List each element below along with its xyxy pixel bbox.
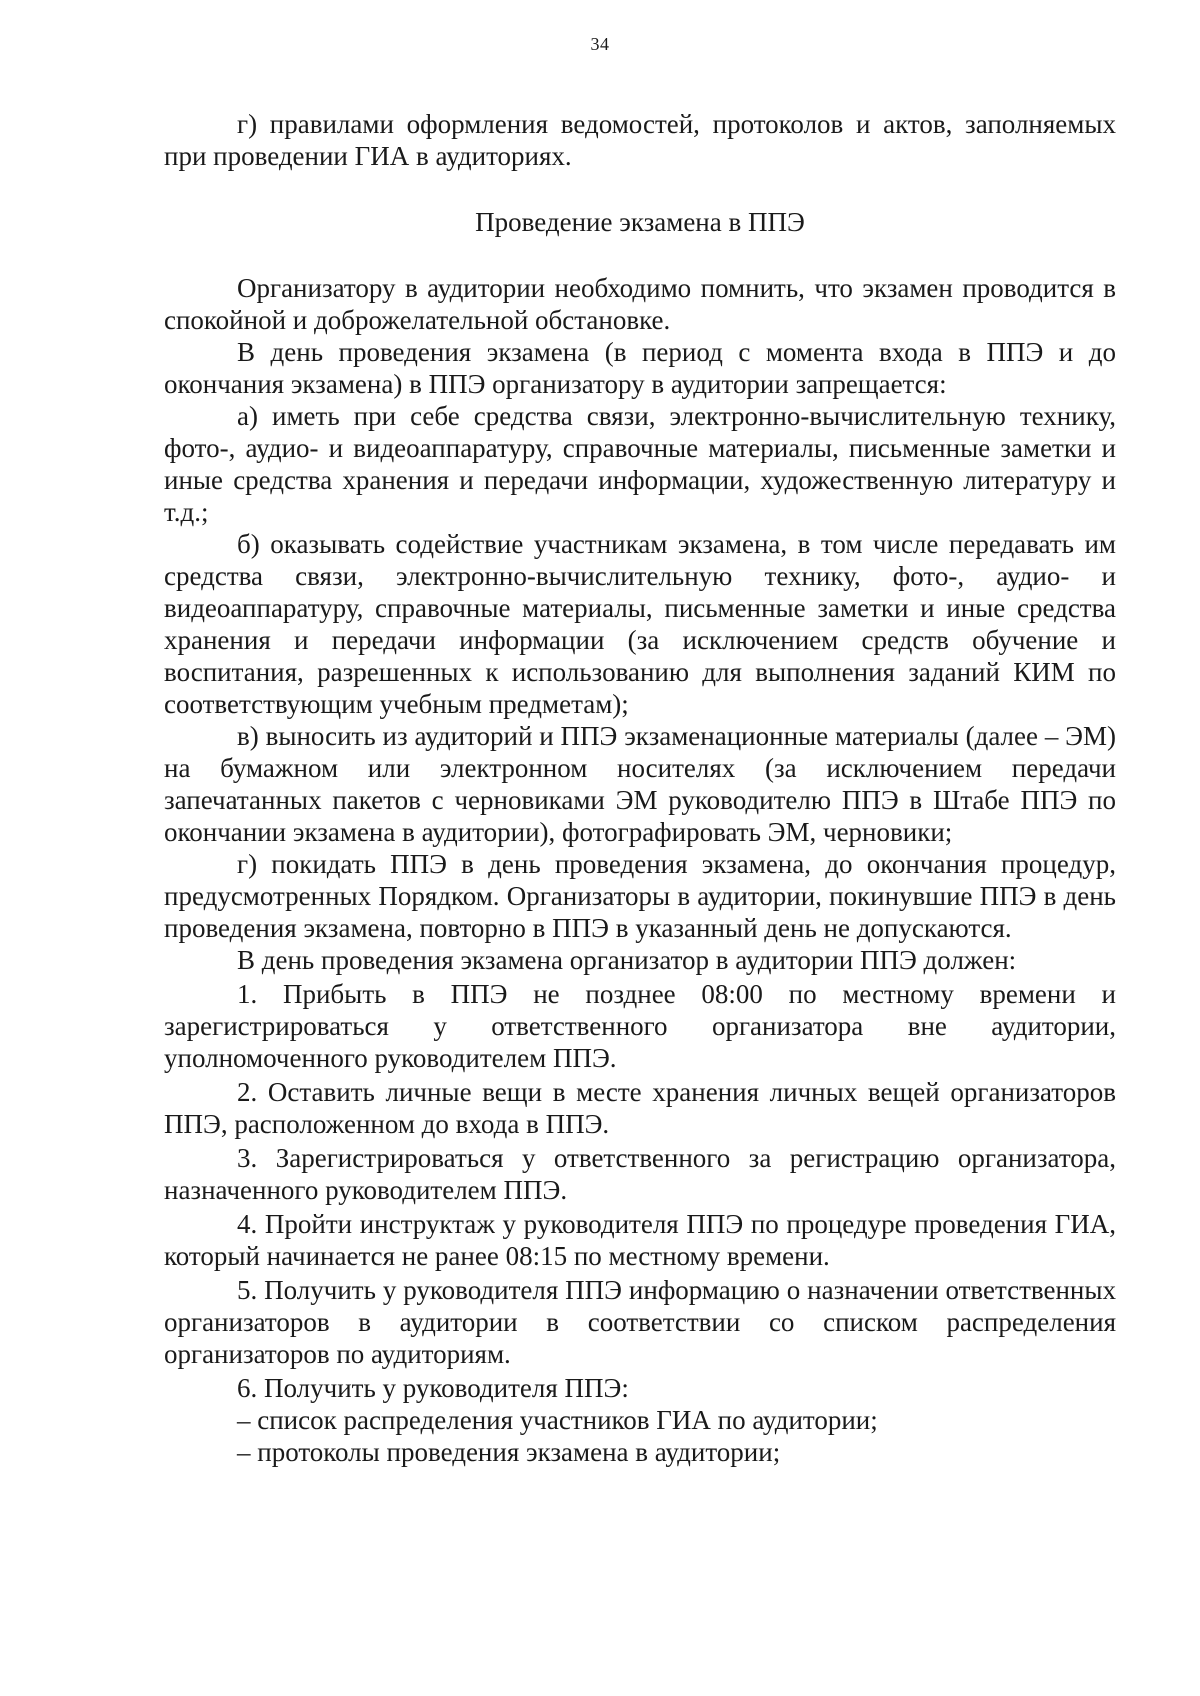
document-body	[164, 108, 1116, 1468]
paragraph: б) оказывать содействие участникам экзамена, в том числе передавать им средства связи, электронно-вычислительную технику, фото-, аудио- и видеоаппаратуру, справочные материалы, письменные заметки и иные средства хранения и передачи информации (за исключением средств обучение и воспитания, разрешенных к использованию для выполнения заданий КИМ по соответствующим учебным предметам);	[164, 529, 1116, 719]
paragraph: В день проведения экзамена организатор в аудитории ППЭ должен:	[237, 945, 1017, 975]
list-subitem: – список распределения участников ГИА по аудитории;	[237, 1405, 878, 1435]
paragraph: В день проведения экзамена (в период с момента входа в ППЭ и до окончания экзамена) в ППЭ организатору в аудитории запрещается:	[164, 337, 1116, 399]
paragraph: а) иметь при себе средства связи, электронно-вычислительную технику, фото-, аудио- и видеоаппаратуру, справочные материалы, письменные заметки и иные средства хранения и передачи информации, художественную литературу и т.д.;	[164, 401, 1116, 527]
paragraph: г) покидать ППЭ в день проведения экзамена, до окончания процедур, предусмотренных Порядком. Организаторы в аудитории, покинувшие ППЭ в день проведения экзамена, повторно в ППЭ в указанный день не допускаются.	[164, 849, 1116, 943]
intro-paragraph: г) правилами оформления ведомостей, протоколов и актов, заполняемых при проведении ГИА в аудиториях.	[164, 109, 1116, 171]
section-title: Проведение экзамена в ППЭ	[475, 207, 805, 237]
list-item: 2. Оставить личные вещи в месте хранения личных вещей организаторов ППЭ, расположенном до входа в ППЭ.	[164, 1077, 1116, 1139]
list-item: 1. Прибыть в ППЭ не позднее 08:00 по местному времени и зарегистрироваться у ответственного организатора вне аудитории, уполномоченного руководителем ППЭ.	[164, 979, 1116, 1073]
list-item: 6. Получить у руководителя ППЭ:	[237, 1373, 629, 1403]
list-item: 5. Получить у руководителя ППЭ информацию о назначении ответственных организаторов в аудитории в соответствии со списком распределения организаторов по аудиториям.	[164, 1275, 1116, 1369]
page-number: 34	[590, 34, 610, 54]
list-subitem: – протоколы проведения экзамена в аудитории;	[237, 1437, 781, 1467]
list-item: 3. Зарегистрироваться у ответственного за регистрацию организатора, назначенного руководителем ППЭ.	[164, 1143, 1116, 1205]
paragraph: Организатору в аудитории необходимо помнить, что экзамен проводится в спокойной и доброжелательной обстановке.	[164, 273, 1116, 335]
paragraph: в) выносить из аудиторий и ППЭ экзаменационные материалы (далее – ЭМ) на бумажном или электронном носителях (за исключением передачи запечатанных пакетов с черновиками ЭМ руководителю ППЭ в Штабе ППЭ по окончании экзамена в аудитории), фотографировать ЭМ, черновики;	[164, 721, 1116, 847]
list-item: 4. Пройти инструктаж у руководителя ППЭ по процедуре проведения ГИА, который начинается не ранее 08:15 по местному времени.	[164, 1209, 1116, 1271]
